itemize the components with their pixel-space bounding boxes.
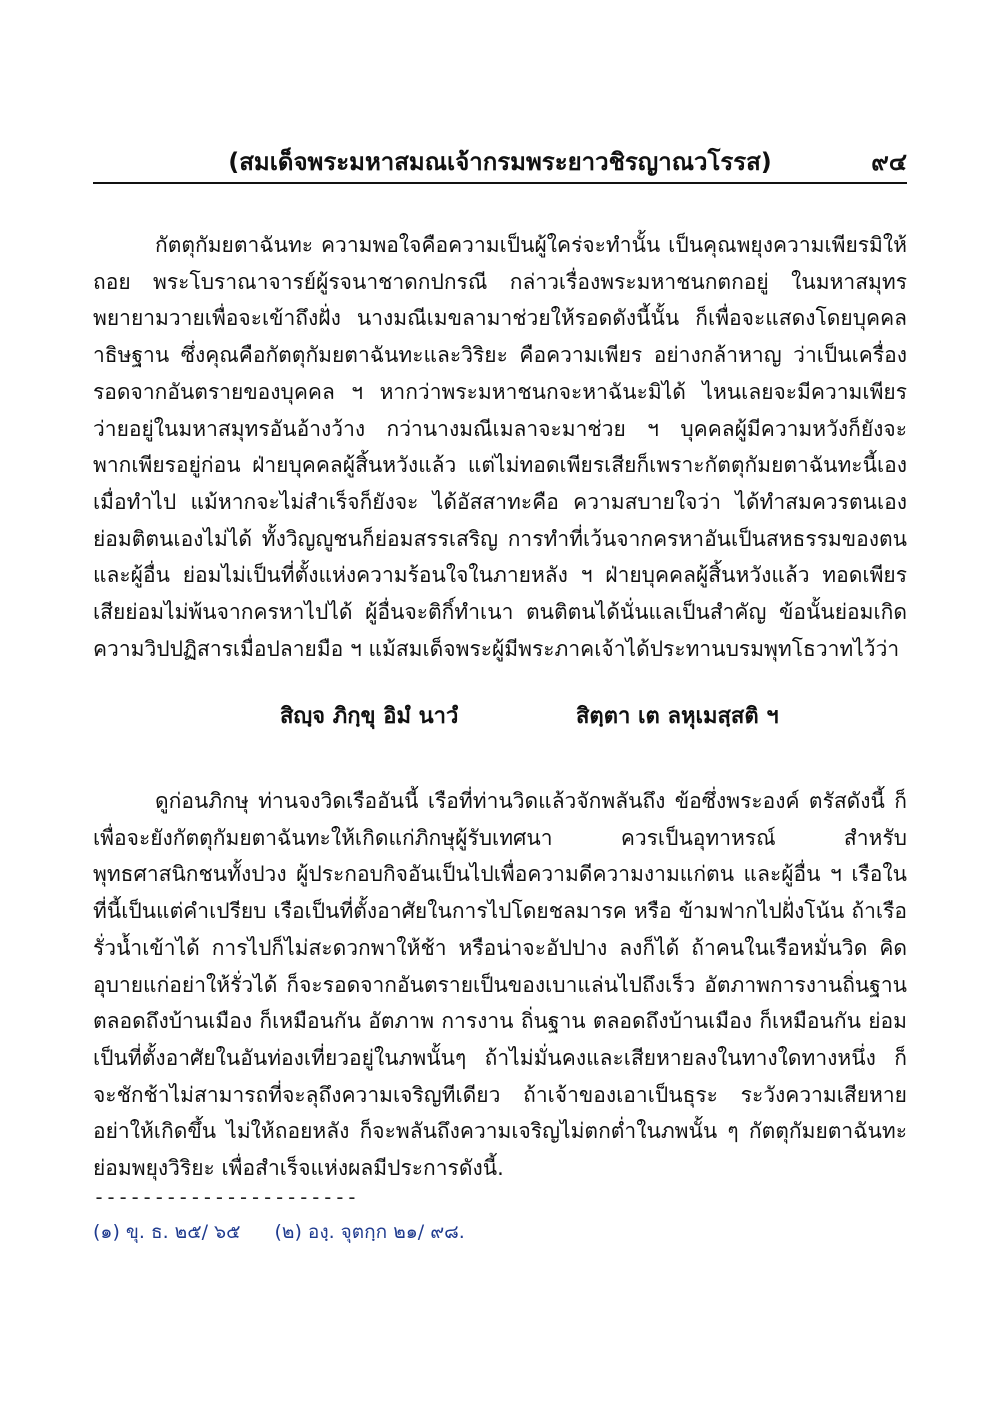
- header-divider: [93, 182, 907, 184]
- footnote-2: (๒) องฺ. จุตกฺก ๒๑/ ๙๘.: [274, 1221, 465, 1243]
- paragraph-1: [93, 227, 907, 667]
- footnotes: [93, 1218, 493, 1246]
- page-header: [93, 144, 907, 182]
- footnote-separator: ----------------------: [93, 1185, 358, 1209]
- paragraph-1-text: กัตตุกัมยตาฉันทะ ความพอใจคือความเป็นผู้ใคร่จะทำนั้น เป็นคุณพยุงความเพียรมิให้ถอย พระโบราณาจารย์ผู้รจนาชาดกปกรณี กล่าวเรื่องพระมหาชนกตกอยู่ ในมหาสมุทร พยายามวายเพื่อจะเข้าถึงฝั่ง นางมณีเมขลามาช่วยให้รอดดังนี้นั้น ก็เพื่อจะแสดงโดยบุคคลาธิษฐาน ซึ่งคุณคือกัตตุกัมยตาฉันทะและวิริยะ คือความเพียร อย่างกล้าหาญ ว่าเป็นเครื่องรอดจากอันตรายของบุคคล ฯ หากว่าพระมหาชนกจะหาฉันะมิได้ ไหนเลยจะมีความเพียรว่ายอยู่ในมหาสมุทรอันอ้างว้าง กว่านางมณีเมลาจะมาช่วย ฯ บุคคลผู้มีความหวังก็ยังจะพากเพียรอยู่ก่อน ฝ่ายบุคคลผู้สิ้นหวังแล้ว แต่ไม่ทอดเพียรเสียก็เพราะกัตตุกัมยตาฉันทะนี้เอง เมื่อทำไป แม้หากจะไม่สำเร็จก็ยังจะ ได้อัสสาทะคือ ความสบายใจว่า ได้ทำสมควรตนเองย่อมติตนเองไม่ได้ ทั้งวิญญูชนก็ย่อมสรรเสริญ การทำที่เว้นจากครหาอันเป็นสหธรรมของตนและผู้อื่น ย่อมไม่เป็นที่ตั้งแห่งความร้อนใจในภายหลัง ฯ ฝ่ายบุคคลผู้สิ้นหวังแล้ว ทอดเพียรเสียย่อมไม่พ้นจากครหาไปได้ ผู้อื่นจะติกิ์ทำเนา ตนติตนได้นั่นแลเป็นสำคัญ ข้อนั้นย่อมเกิดความวิปปฏิสารเมื่อปลายมือ ฯ แม้สมเด็จพระผู้มีพระภาคเจ้าได้ประทานบรมพุทโธวาทไว้ว่า: [93, 233, 907, 661]
- page-number: ๙๔: [871, 148, 907, 176]
- footnote-1: (๑) ขุ. ธ. ๒๕/ ๖๕: [93, 1221, 241, 1243]
- pali-verse: [280, 700, 840, 734]
- running-title: (สมเด็จพระมหาสมณเจ้ากรมพระยาวชิรญาณวโรรส): [228, 148, 772, 176]
- paragraph-2-text: ดูก่อนภิกษุ ท่านจงวิดเรืออันนี้ เรือที่ท่านวิดแล้วจักพลันถึง ข้อซึ่งพระองค์ ตรัสดังนี้ ก็เพื่อจะยังกัตตุกัมยตาฉันทะให้เกิดแก่ภิกษุผู้รับเทศนา ควรเป็นอุทาหรณ์ สำหรับพุทธศาสนิกชนทั้งปวง ผู้ประกอบกิจอันเป็นไปเพื่อความดีความงามแก่ตน และผู้อื่น ฯ เรือในที่นี้เป็นแต่คำเปรียบ เรือเป็นที่ตั้งอาศัยในการไปโดยชลมารค หรือ ข้ามฟากไปฝั่งโน้น ถ้าเรือรั่วน้ำเข้าได้ การไปก็ไม่สะดวกพาให้ช้า หรือน่าจะอัปปาง ลงก็ได้ ถ้าคนในเรือหมั่นวิด คิดอุบายแก่อย่าให้รั่วได้ ก็จะรอดจากอันตรายเป็นของเบาแล่นไปถึงเร็ว อัตภาพการงานถิ่นฐานตลอดถึงบ้านเมือง ก็เหมือนกัน อัตภาพ การงาน ถิ่นฐาน ตลอดถึงบ้านเมือง ก็เหมือนกัน ย่อมเป็นที่ตั้งอาศัยในอันท่องเที่ยวอยู่ในภพนั้นๆ ถ้าไม่มั่นคงและเสียหายลงในทางใดทางหนึ่ง ก็จะชักช้าไม่สามารถที่จะลุถึงความเจริญทีเดียว ถ้าเจ้าของเอาเป็นธุระ ระวังความเสียหายอย่าให้เกิดขึ้น ไม่ให้ถอยหลัง ก็จะพลันถึงความเจริญไม่ตกต่ำในภพนั้น ๆ กัตตุกัมยตาฉันทะย่อมพยุงวิริยะ เพื่อสำเร็จแห่งผลมีประการดังนี้.: [93, 789, 907, 1181]
- verse-first-half: สิญฺจ ภิกฺขุ อิมํ นาวํ: [280, 704, 459, 729]
- paragraph-2: [93, 783, 907, 1187]
- verse-second-half: สิตฺตา เต ลหุเมสฺสติ ฯ: [576, 704, 779, 729]
